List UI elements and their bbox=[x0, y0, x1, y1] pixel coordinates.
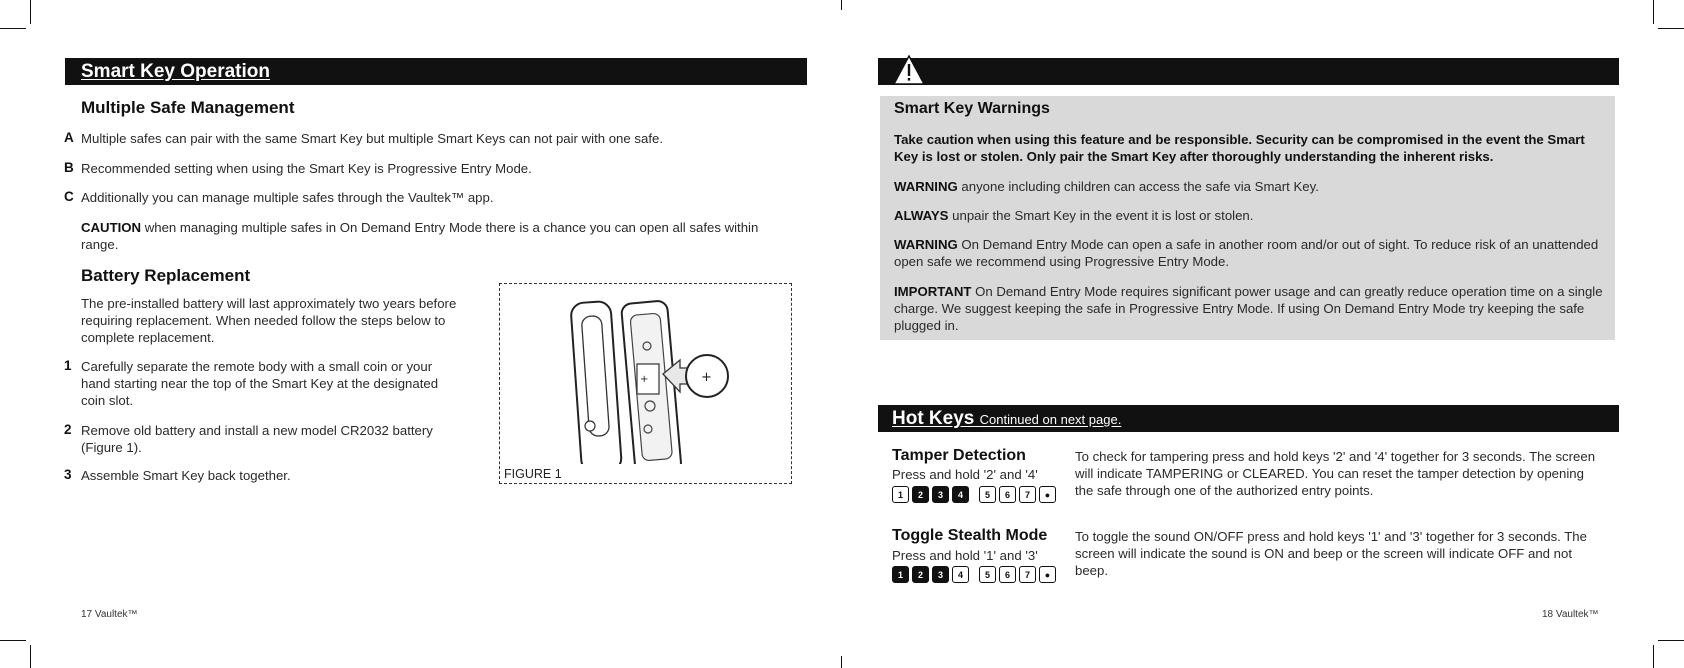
keypad-key: 7 bbox=[1019, 486, 1036, 503]
keypad-key: 7 bbox=[1019, 566, 1036, 583]
warning-item-3 bbox=[894, 236, 1606, 270]
keypad-key: 3 bbox=[932, 566, 949, 583]
hotkey-description-tamper: To check for tampering press and hold keys '2' and '4' together for 3 seconds. The screen will indicate TAMPERING or CLEARED. You can reset the tamper detection by opening the safe through one of the authorized entry points. bbox=[1075, 449, 1596, 498]
item-label-c: C bbox=[64, 189, 74, 204]
keypad-key: 1 bbox=[892, 566, 909, 583]
figure-1-box bbox=[499, 283, 792, 484]
warning-item-4 bbox=[894, 283, 1606, 334]
important-text: On Demand Entry Mode requires significant power usage and can greatly reduce operation time on a single charge. We suggest keeping the safe in Progressive Entry Mode. If using On Demand Entry Mode try keeping the safe plugged in. bbox=[894, 284, 1603, 333]
hot-keys-title-text: Hot Keys bbox=[892, 408, 975, 429]
keypad-key: 6 bbox=[999, 566, 1016, 583]
keypad-key: 3 bbox=[932, 486, 949, 503]
keypad-gap bbox=[972, 566, 976, 583]
section-header-hot-keys bbox=[878, 405, 1619, 432]
svg-text:+: + bbox=[701, 370, 712, 385]
crop-mark bbox=[1658, 640, 1684, 641]
figure-caption: FIGURE 1 bbox=[504, 467, 562, 481]
important-label: IMPORTANT bbox=[894, 284, 972, 299]
crop-mark bbox=[1653, 645, 1654, 668]
step-number-2: 2 bbox=[64, 422, 72, 437]
step-text-1: Carefully separate the remote body with a small coin or your hand starting near the top of the Smart Key at the designated coin slot. bbox=[81, 359, 439, 408]
warnings-title: Smart Key Warnings bbox=[894, 100, 1050, 117]
hotkey-title-stealth: Toggle Stealth Mode bbox=[892, 527, 1048, 544]
section-title: Smart Key Operation bbox=[81, 61, 270, 82]
crop-mark bbox=[0, 640, 26, 641]
hotkey-title-tamper: Tamper Detection bbox=[892, 447, 1026, 464]
battery-heading: Battery Replacement bbox=[81, 266, 251, 285]
keypad-key: 2 bbox=[912, 486, 929, 503]
step-number-1: 1 bbox=[64, 358, 72, 373]
crop-mark bbox=[30, 0, 31, 24]
hot-keys-subtitle: Continued on next page. bbox=[979, 412, 1122, 427]
page-number-left: 17 Vaultek™ bbox=[81, 609, 138, 620]
hotkey-instruction-stealth: Press and hold '1' and '3' bbox=[892, 548, 1038, 563]
smart-key-battery-illustration bbox=[500, 284, 790, 464]
crop-mark bbox=[0, 28, 26, 29]
battery-intro: The pre-installed battery will last approximately two years before requiring replacement. When needed follow the steps below to complete replacement. bbox=[81, 296, 457, 345]
item-label-a: A bbox=[64, 130, 74, 145]
keypad-key: 2 bbox=[912, 566, 929, 583]
warning-label: WARNING bbox=[894, 179, 958, 194]
warning-triangle-icon bbox=[893, 55, 925, 85]
caution-text: when managing multiple safes in On Demand Entry Mode there is a chance you can open all safes within range. bbox=[81, 220, 759, 252]
item-text-c: Additionally you can manage multiple safes through the Vaultek™ app. bbox=[81, 190, 494, 205]
crop-mark bbox=[30, 645, 31, 668]
hotkey-instruction-tamper: Press and hold '2' and '4' bbox=[892, 467, 1038, 482]
section-header-smart-key-operation bbox=[65, 58, 807, 85]
page-number-right: 18 Vaultek™ bbox=[1542, 609, 1599, 620]
item-label-b: B bbox=[64, 160, 74, 175]
keypad-gap bbox=[972, 486, 976, 503]
caution-paragraph bbox=[81, 219, 771, 253]
step-text-3: Assemble Smart Key back together. bbox=[81, 468, 291, 483]
warning-item-2 bbox=[894, 207, 1606, 224]
step-text-2: Remove old battery and install a new model CR2032 battery (Figure 1). bbox=[81, 423, 433, 455]
crop-mark bbox=[1653, 0, 1654, 24]
warning-text: On Demand Entry Mode can open a safe in another room and/or out of sight. To reduce risk of an unattended open safe we recommend using Progressive Entry Mode. bbox=[894, 237, 1599, 269]
keypad-key: ● bbox=[1039, 566, 1056, 583]
crop-mark bbox=[841, 656, 842, 668]
crop-mark bbox=[841, 0, 842, 10]
hotkey-description-stealth: To toggle the sound ON/OFF press and hold keys '1' and '3' together for 3 seconds. The screen will indicate the sound is ON and beep or the screen will indicate OFF and not beep. bbox=[1075, 529, 1587, 578]
multiple-safe-heading: Multiple Safe Management bbox=[81, 98, 295, 117]
keypad-key: 1 bbox=[892, 486, 909, 503]
warning-item-1 bbox=[894, 178, 1606, 195]
warning-header-bar bbox=[878, 58, 1619, 85]
item-text-b: Recommended setting when using the Smart Key is Progressive Entry Mode. bbox=[81, 161, 532, 176]
always-text: unpair the Smart Key in the event it is lost or stolen. bbox=[948, 208, 1254, 223]
keypad-key: 6 bbox=[999, 486, 1016, 503]
smart-key-warnings-box bbox=[880, 96, 1615, 340]
keypad-key: ● bbox=[1039, 486, 1056, 503]
hot-keys-title bbox=[892, 408, 1121, 430]
warning-text: anyone including children can access the safe via Smart Key. bbox=[957, 179, 1319, 194]
step-number-3: 3 bbox=[64, 467, 72, 482]
keypad-key: 5 bbox=[979, 486, 996, 503]
warning-label: WARNING bbox=[894, 237, 958, 252]
keypad-key: 4 bbox=[952, 486, 969, 503]
keypad-key: 5 bbox=[979, 566, 996, 583]
keypad-tamper bbox=[892, 486, 1056, 503]
crop-mark bbox=[1658, 28, 1684, 29]
keypad-stealth bbox=[892, 566, 1056, 583]
item-text-a: Multiple safes can pair with the same Smart Key but multiple Smart Keys can not pair with one safe. bbox=[81, 131, 663, 146]
svg-text:+: + bbox=[640, 374, 649, 385]
caution-label: CAUTION bbox=[81, 220, 142, 235]
always-label: ALWAYS bbox=[894, 208, 949, 223]
keypad-key: 4 bbox=[952, 566, 969, 583]
warnings-intro: Take caution when using this feature and be responsible. Security can be compromised in the event the Smart Key is lost or stolen. Only pair the Smart Key after thoroughly understanding the inherent risks. bbox=[894, 132, 1585, 164]
